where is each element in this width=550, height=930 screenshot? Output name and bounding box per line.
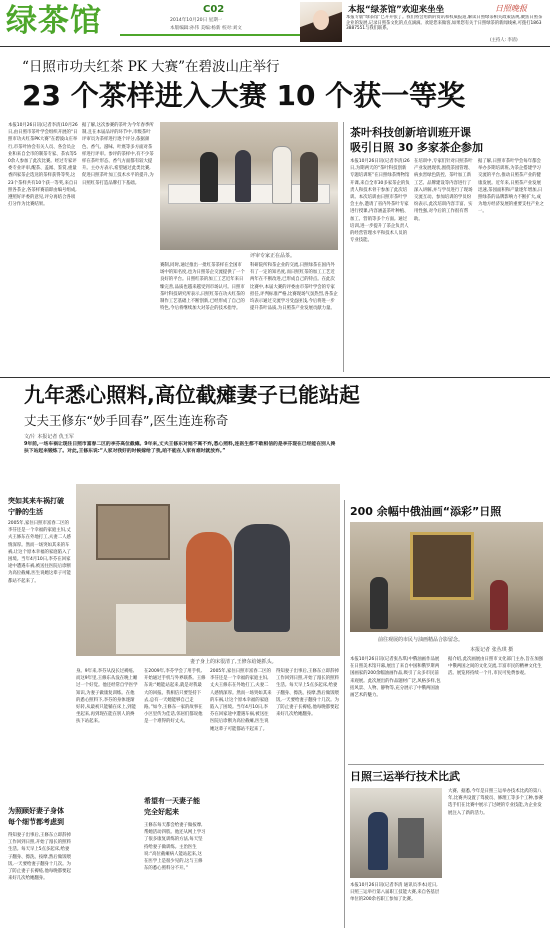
article5-headline: 日照三运举行技术比武 — [350, 770, 460, 783]
portrait-face — [313, 10, 329, 30]
article2-headline-line2: 吸引日照 30 多家茶企参加 — [350, 141, 483, 154]
judge-figure-4 — [300, 152, 318, 202]
promo-body: 本报专版“绿茶馆”已开开张了。我们将会用新的资讯和权威报道,解读日照绿茶相关政策法规,聚焦日照茶企业的发展,记录日照茶文化的点点滴滴。欢迎您来做客,如果您有关于日照绿茶的新闻线索,可拨打18633887551与我们联系。 — [346, 15, 543, 32]
article3-col2: 得知妻子出事后,王修东立即辞掉工作回到日照,开始了漫长的照料生活。每天早上5点多起床,给妻子翻身、擦洗、按摩,然后做饭喂饭,一天要给妻子翻身十几次。为了防止妻子长褥疮,他每晚都要起来好几次给她翻身。 — [8, 833, 71, 882]
article3-couple-photo — [76, 484, 340, 656]
article4-credit: 本报记者 张丛琪 摄 — [470, 647, 514, 653]
bed — [116, 604, 186, 654]
masthead-logo — [6, 2, 116, 40]
oil-painting-frame — [410, 532, 474, 600]
column-divider-right — [343, 122, 344, 372]
article1-kicker: “日照市功夫红茶 PK 大赛”在碧波山庄举行 — [22, 59, 280, 75]
wife-figure — [186, 532, 232, 622]
article3-byline: 文/片 本报记者 仇玉军 — [24, 434, 74, 440]
visitor-figure-1 — [370, 577, 388, 629]
promo-brand: 日照晚报 — [495, 4, 527, 13]
article3-col1: 2005年,家住日照市富春二区的李芬还是一个幸福的家庭主妇,丈夫王修东在外地打工,夫妻二人感情深厚。然而一场突如其来的车祸,让这个原本幸福的家庭陷入了困境。当年4月10日,李芬在回家途中遭遇车祸,被送往医院后诊断为高位截瘫,医生说她这辈子可能都站不起来了。 — [8, 521, 71, 584]
article2-col3: 据了解,日照市茶叶学会每年都会举办多期培训班,为茶企搭建学习交流的平台,推动日照茶产业的健康发展。近年来,日照茶产业发展迅速,茶园面积和产量逐年增加,日照绿茶的品牌影响力不断扩大,成为地方经济发展的重要支柱产业之一。 — [478, 159, 544, 215]
editor-line: 本版编辑:孙伟 美编:杨新 校对:刘文 — [170, 26, 242, 31]
article1-col2: 据了解,这次参赛的茶叶为今年春季所制,且在本届品评的环节中,市级茶叶评审员为茶样进行逐个评分,依据颜色、香气、滋味、叶底等多方面对茶样进行评审。参评的茶样中,有不少茶样在茶叶形态、香气方面都有较大提升。主办方表示,希望通过此类比赛,促进日照茶叶加工技术水平的提升,为日照红茶打造品牌打下基础。 — [82, 123, 154, 186]
husband-figure — [234, 524, 290, 632]
article1-col1: 本报10月26日讯(记者李清)10月26日,由日照市茶叶学会组织开展的“日照市功夫红茶PK大赛”在碧波山庄举行,市茶叶协会有关人员、各会员企业和来自全市的制茶专家、茶农等50余人参加了此次比赛。经过专家评委专业评审,醒茶、盖闻、鉴赏,重量香四家茶企选送的茶样获得等奖,这23个茶样共有10个获一等奖,来自日照各茶企,各茶样赛前即由编号组成,遵照好评委的意见,评分再结合各项打分作为比赛结果。 — [8, 123, 78, 208]
promo-portrait-photo — [300, 2, 342, 42]
article1-photo-caption: 评审专家正在品茶。 — [250, 253, 296, 259]
machine-block — [398, 818, 424, 858]
article3-col6: 得知妻子出事后,王修东立即辞掉工作回到日照,开始了漫长的照料生活。每天早上5点多起床,给妻子翻身、擦洗、按摩,然后做饭喂饭,一天要给妻子翻身十几次。为了防止妻子长褥疮,他每晚都要起来好几次给她翻身。 — [276, 669, 339, 718]
worker-figure-1 — [368, 812, 388, 870]
article4-col1: 本报10月26日讯(记者张丛琪)中俄油画作品展在日照美术馆开幕,展出了来自中国和俄罗斯两国画家的200余幅油画作品,吸引了众多市民前来观展。此次展出的作品题材广泛,风格多样,包括风景、人物、静物等,充分展示了中俄两国油画艺术的魅力。 — [350, 657, 441, 699]
promo-title: 本报“绿茶馆”欢迎来坐坐 — [348, 5, 445, 15]
article5-competition-photo — [350, 788, 442, 878]
date-line: 2014年10月20日 星期一 — [170, 18, 223, 23]
article5-divider — [348, 764, 544, 765]
article3-col4: 在2009年,李芬学会了用手机,开始通过手机与外界联系。王修东说:“她能站起来,就是对我最大的回报。我相信只要坚持下去,总有一天她能够自己走路。”如今,王修东一家的故事在小区里传为佳话,邻居们都说他是一个难得的好丈夫。 — [144, 669, 206, 725]
wall-picture — [96, 504, 170, 560]
judge-figure-1 — [200, 152, 218, 202]
article5-col1: 本报10月26日讯(记者李清 通讯员李本)近日,日照三运举行第八届职工技能大赛,来自各基层单位的200余名职工参加了比赛。 — [350, 883, 440, 903]
article3-col3: 身。9年来,李芬从没长过褥疮,而这9年里,王修东从没在晚上睡过一个好觉。他还经常自学医学知识,为妻子做康复训练。在他的悉心照料下,李芬的身体逐渐好转,从最初只能躺在床上,到能坐起来,再到现在能在别人的搀扶下站起来。 — [76, 669, 138, 725]
visitor-figure-2 — [490, 580, 508, 630]
article4-col2: 据介绍,此次画展由日照市文化部门主办,旨在加强中俄两国之间的文化交流,丰富市民的精神文化生活。展览将持续一个月,市民可免费参观。 — [448, 657, 543, 677]
header-rule — [120, 34, 300, 36]
article3-col5b: 2005年,家住日照市富春二区的李芬还是一个幸福的家庭主妇,丈夫王修东在外地打工,夫妻二人感情深厚。然而一场突如其来的车祸,让这个原本幸福的家庭陷入了困境。当年4月10日,李芬在回家途中遭遇车祸,被送往医院后诊断为高位截瘫,医生说她这辈子可能都站不起来了。 — [210, 669, 272, 732]
article5-col2: 大赛、据悉,今年是日照三运举办技术比武的第八年,比赛共设置了驾驶员、修理工等多个工种,参赛选手们在比赛中展示了过硬的专业技能,为企业发展注入了新的活力。 — [448, 789, 543, 816]
article3-subhead-3: 希望有一天妻子能完全好起来 — [144, 797, 200, 816]
article1-headline: 23 个茶样进入大赛 10 个获一等奖 — [22, 79, 466, 112]
article1-col4: 科研院所和茶企业的交流,日照绿茶在国内外有了一定的知名度,而日照红茶的加工工艺近两年在不断改进,已形成自己的特点。在此次比赛中,本届大赛的评委由市茶叶学会的专家担任,评判标准严格,比赛现场气氛热烈,各茶企均表示通过交流学习受益匪浅,今后将进一步提升茶叶品质,为日照茶产业发展贡献力量。 — [250, 263, 338, 312]
article1-col3: 赛制,同时,通过推出一批红茶茶样在全国市场中的知名度,也为日照茶企交流提供了一个良好的平台。日照红茶的加工工艺近年来日臻完善,品质也越来越受到市场认可。日照市茶叶科技研究所表示,日照红茶在功夫红茶的制作工艺基础上不断创新,已经形成了自己的特色,今后将继续加大对茶企的技术指导。 — [160, 263, 245, 312]
promo-contact: (主持人: 李清) — [490, 38, 518, 43]
judge-figure-3 — [272, 146, 292, 204]
article3-subhead-1: 突如其来车祸打破宁静的生活 — [8, 497, 64, 516]
article3-photo-caption: 妻子身上的床很清了,王修东给她抓头。 — [190, 659, 277, 665]
article1-tasting-photo — [160, 122, 338, 250]
judge-figure-2 — [235, 150, 251, 202]
section-divider — [0, 377, 550, 378]
article2-headline-line1: 茶叶科技创新培训班开课 — [350, 126, 471, 139]
article3-headline: 九年悉心照料,高位截瘫妻子已能站起 — [24, 383, 360, 407]
article3-subhead: 丈夫王修东“妙手回春”,医生连连称奇 — [24, 413, 229, 428]
article3-lead: 9年前,一场车祸让现住日照市富春二区的李芬高位截瘫。9年来,丈夫王修东对她不离不弃,悉心照料,连医生都不敢相信的是李芬现在已经能在别人搀扶下站起来锻炼了。对此,王修东说:“人家对我好的时候嫁给了我,咱不能在人家有难时就放弃。” — [24, 442, 336, 454]
page-number: C02 — [203, 4, 225, 15]
article4-headline: 200 余幅中俄油画“添彩”日照 — [350, 505, 502, 518]
masthead-divider — [0, 46, 550, 47]
column-divider-bottom-right — [344, 500, 345, 928]
article2-col2: 在培训中,专家们针对日照茶叶产业发展现状,围绕茶园管理、病虫害绿色防控、茶叶加工新工艺、品牌建设等内容进行了深入讲解,并与学员进行了现场交流互动。参加培训的学员纷纷表示,此次培训内容丰富、实用性强,对今后的工作很有帮助。 — [414, 159, 473, 222]
article4-exhibition-photo — [350, 522, 543, 632]
logo-text: 绿茶馆 — [6, 3, 102, 39]
article3-subhead-2: 为照顾好妻子身体每个细节都考虑到 — [8, 807, 64, 826]
article4-photo-caption: 前往观展的市民与油画精品合影留念。 — [378, 637, 464, 643]
article2-col1: 本报10月26日讯(记者李清)26日,为期两天的“茶叶科技创新专题培训班”在日照绿茶博物馆开课,来自全市30多家茶企的负责人和技术骨干参加了此次培训。本次培训由日照市茶叶学会主办,邀请了省内外茶叶专家进行授课,内容涵盖茶叶种植、加工、营销等多个方面。通过培训,进一步提升了茶企负责人的经营管理水平和技术人员的专业技能。 — [350, 159, 410, 244]
article3-col5a: 王修东每天都会给妻子做按摩,帮她活动四肢。他还从网上学习了很多康复训练的方法,每天坚持给妻子做训练。主治医生说:“高位截瘫病人能站起来,这在医学上是很少见的,这与王修东的悉心照料分不开。” — [144, 823, 206, 872]
